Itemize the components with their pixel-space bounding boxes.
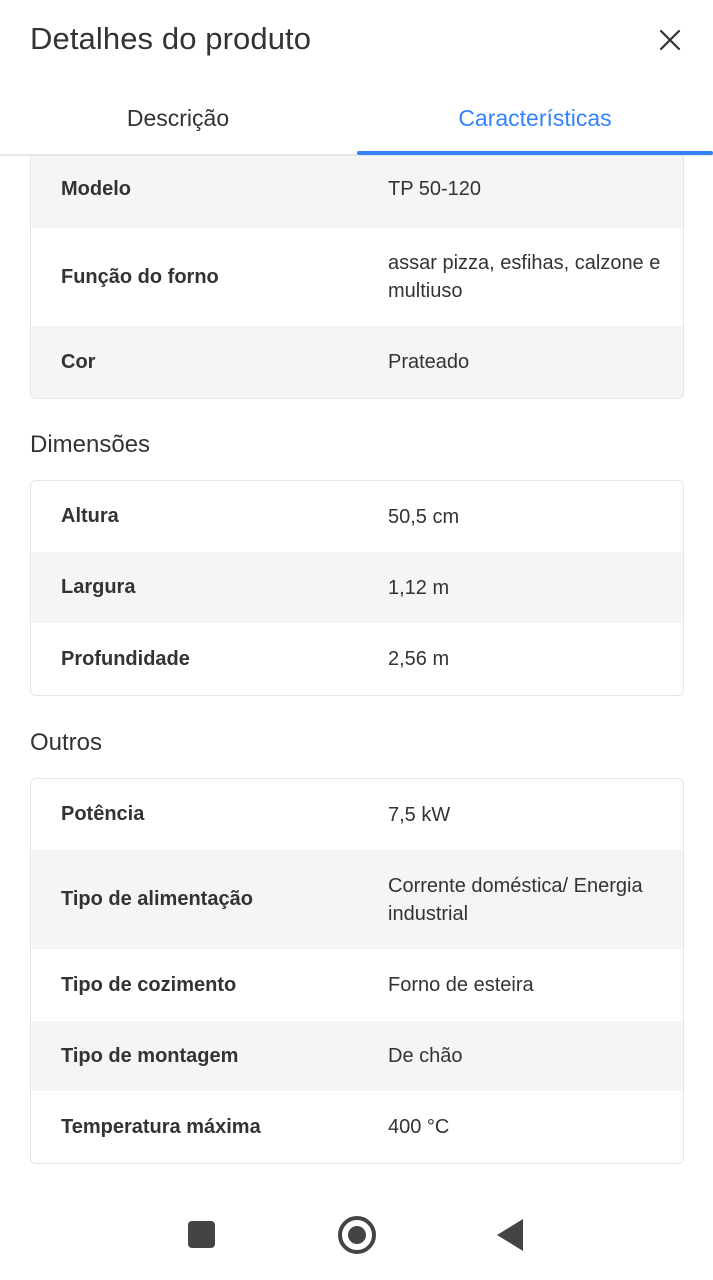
dimensions-table xyxy=(30,480,684,696)
spec-label: Potência xyxy=(61,803,145,825)
spec-label: Tipo de alimentação xyxy=(61,888,253,910)
active-tab-indicator xyxy=(357,151,713,155)
table-row xyxy=(31,552,683,623)
table-row xyxy=(31,779,683,850)
recents-icon[interactable] xyxy=(188,1221,215,1248)
section-title-outros: Outros xyxy=(30,729,103,756)
spec-value: 1,12 m xyxy=(388,576,450,599)
specs-scroll-area[interactable] xyxy=(0,156,713,1186)
tab-bar xyxy=(0,80,713,156)
spec-value: TP 50-120 xyxy=(388,178,482,200)
spec-value: 50,5 cm xyxy=(388,505,460,528)
spec-label: Temperatura máxima xyxy=(61,1115,261,1138)
page-title: Detalhes do produto xyxy=(30,21,312,56)
table-row xyxy=(31,228,683,326)
spec-value: Prateado xyxy=(388,351,470,373)
spec-label: Altura xyxy=(61,505,119,527)
table-row xyxy=(31,326,683,398)
table-row xyxy=(31,1021,683,1091)
spec-value: 7,5 kW xyxy=(388,803,451,826)
spec-label: Profundidade xyxy=(61,647,190,670)
tab-caracteristicas[interactable]: Características xyxy=(458,104,612,131)
table-row xyxy=(31,156,683,228)
system-nav-bar xyxy=(0,1186,713,1280)
home-icon-dot xyxy=(348,1226,366,1244)
table-row xyxy=(31,1091,683,1163)
spec-value: Corrente doméstica/ Energia industrial xyxy=(388,874,643,925)
spec-label: Tipo de cozimento xyxy=(61,973,237,996)
close-icon[interactable] xyxy=(652,22,688,58)
main-specs-table xyxy=(30,156,684,399)
table-row xyxy=(31,850,683,949)
spec-value: Forno de esteira xyxy=(388,974,534,996)
spec-label: Tipo de montagem xyxy=(61,1044,239,1067)
section-title-dimensoes: Dimensões xyxy=(30,431,151,458)
table-row xyxy=(31,949,683,1021)
home-icon[interactable] xyxy=(338,1216,376,1254)
tab-descricao[interactable]: Descrição xyxy=(126,104,230,131)
spec-value: assar pizza, esfihas, calzone e multiuso xyxy=(388,252,661,302)
spec-label: Modelo xyxy=(61,177,131,200)
spec-value: 2,56 m xyxy=(388,648,450,670)
spec-value: 400 °C xyxy=(388,1116,450,1138)
spec-value: De chão xyxy=(388,1045,463,1067)
table-row xyxy=(31,481,683,552)
back-icon[interactable] xyxy=(497,1219,523,1251)
spec-label: Largura xyxy=(61,576,136,598)
header xyxy=(0,0,713,80)
table-row xyxy=(31,623,683,695)
spec-label: Função do forno xyxy=(61,265,219,288)
spec-label: Cor xyxy=(61,350,96,373)
others-table xyxy=(30,778,684,1164)
